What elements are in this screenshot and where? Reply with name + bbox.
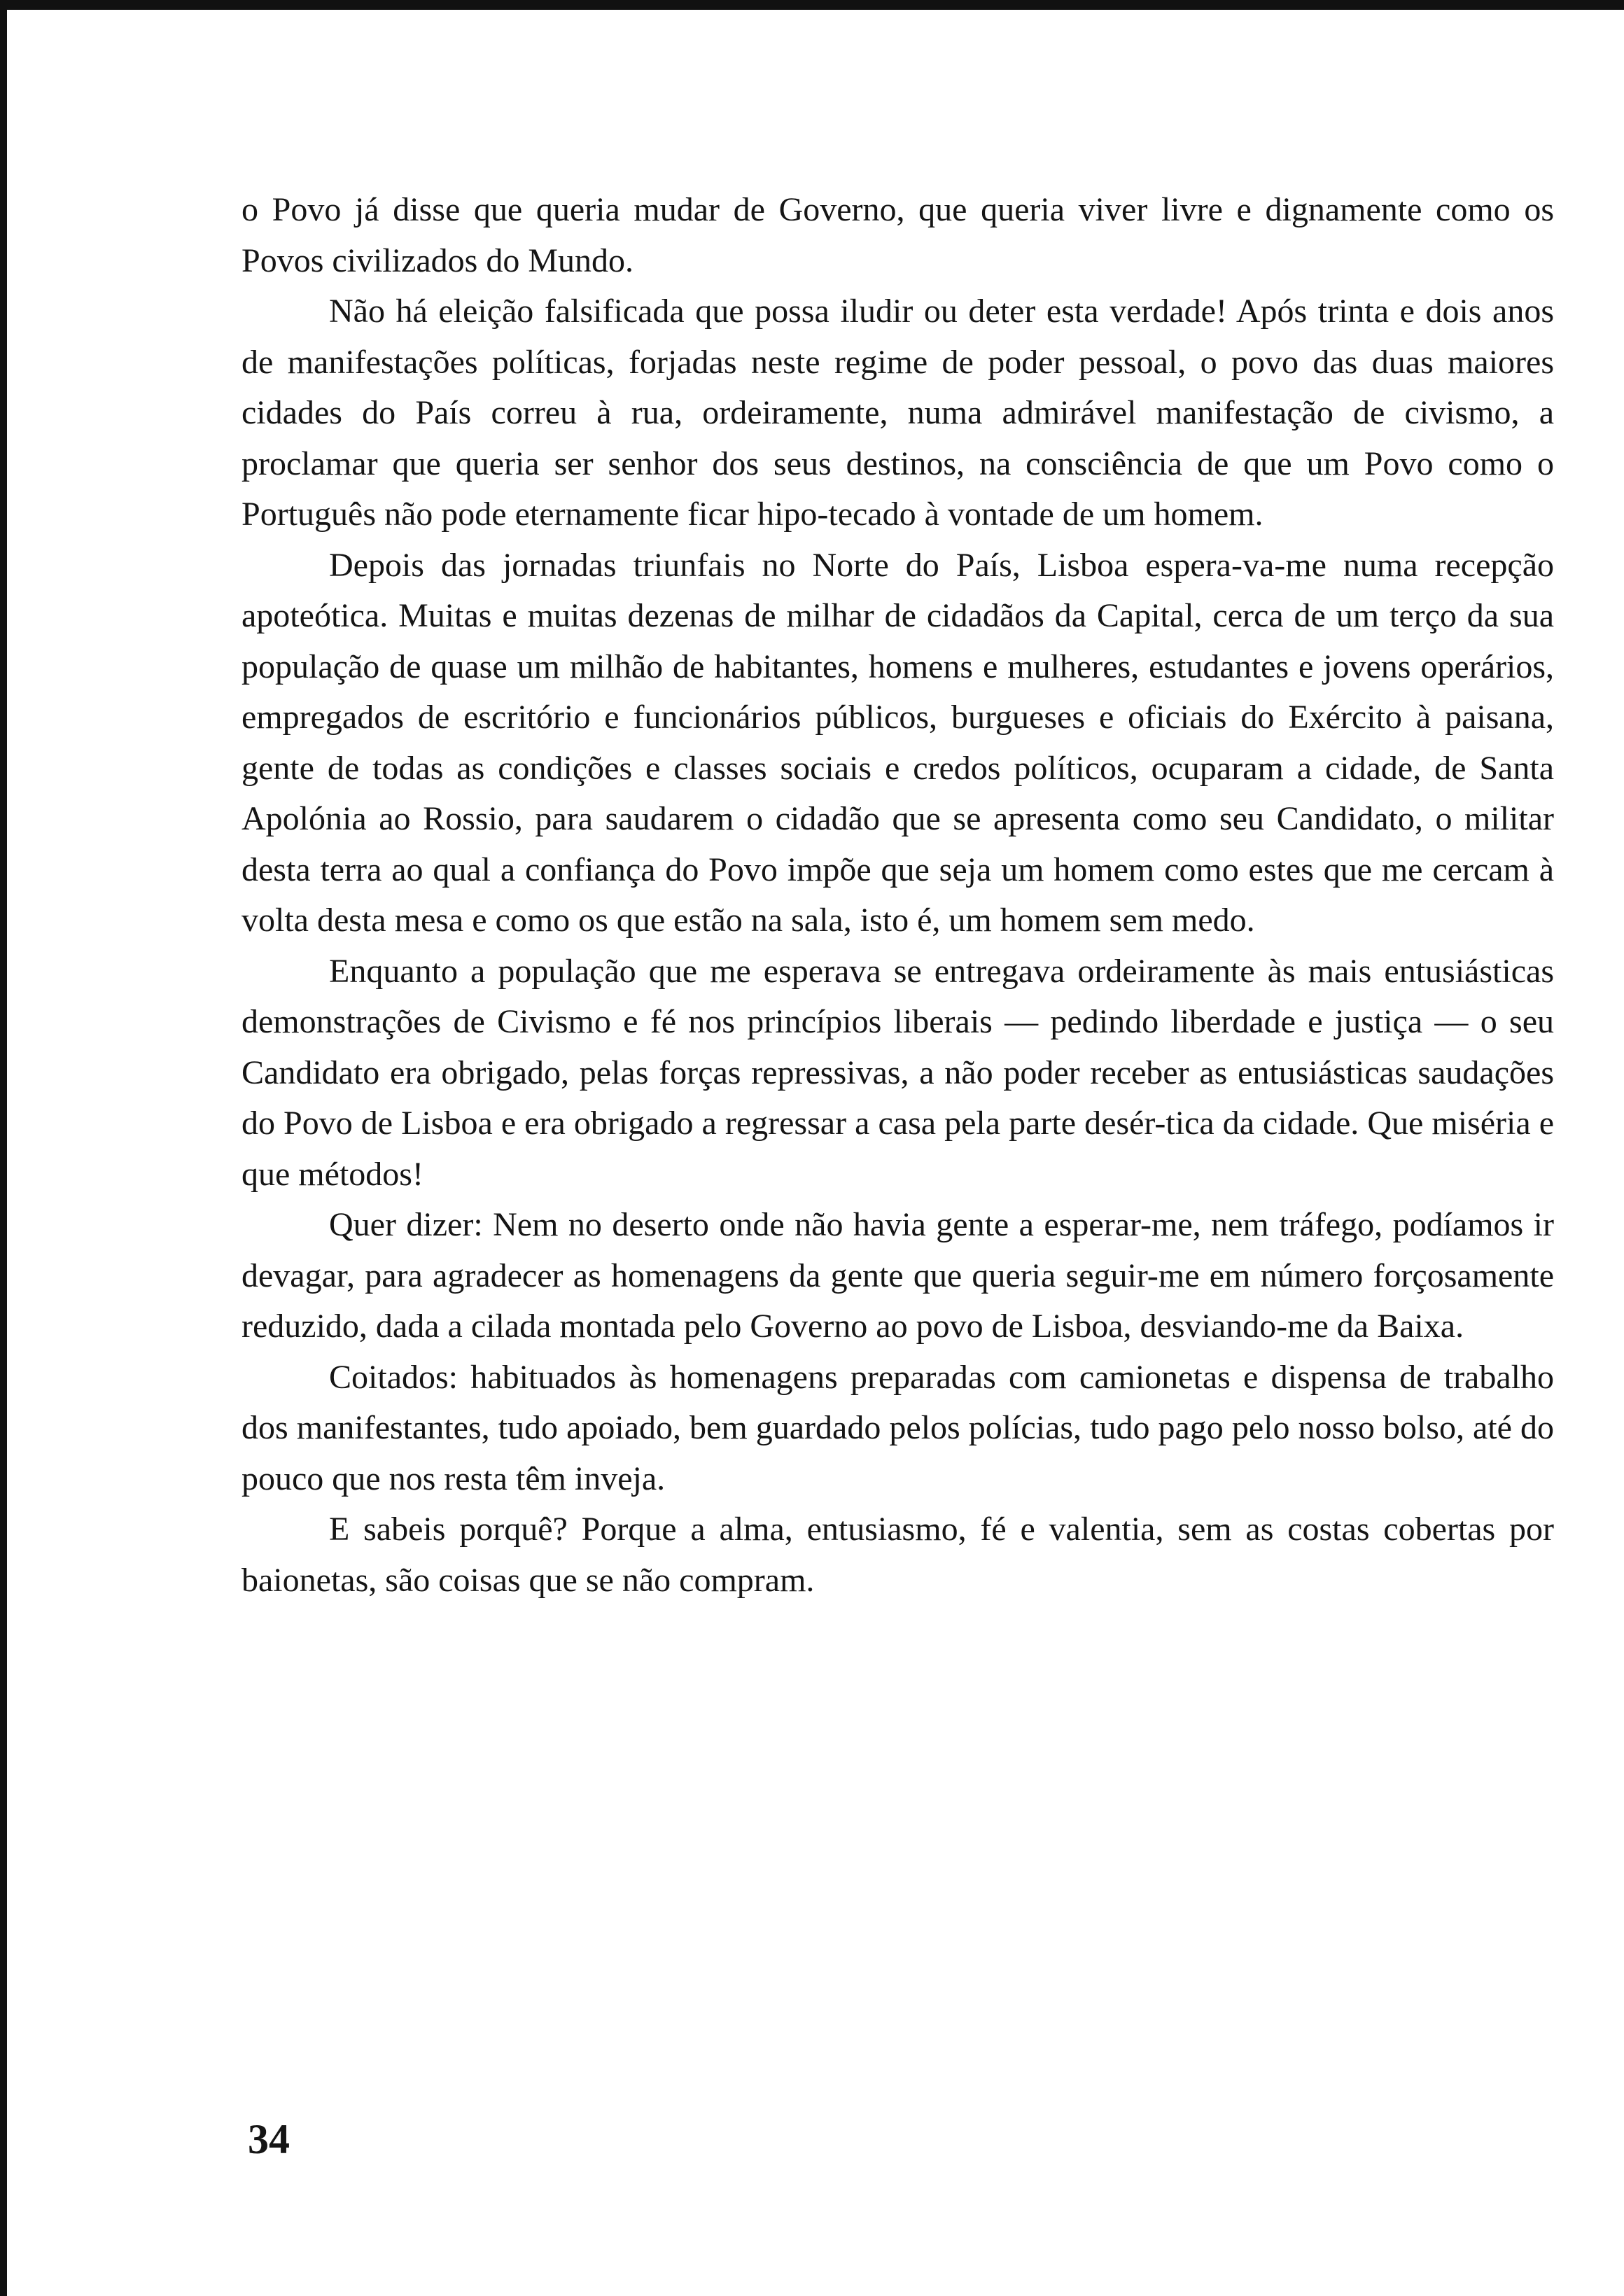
book-page [7,10,1624,2296]
paragraph-5: Quer dizer: Nem no deserto onde não havia gente a esperar-me, nem tráfego, podíamos ir devagar, para agradecer as homenagens da gente que queria seguir-me em número forçosamente reduzido, dada a cilada montada pelo Governo ao povo de Lisboa, desviando-me da Baixa. [241,1206,1554,1345]
paragraph-1: o Povo já disse que queria mudar de Governo, que queria viver livre e dignamente como os Povos civilizados do Mundo. [241,191,1554,279]
scan-border-top [0,0,1624,10]
paragraph-4: Enquanto a população que me esperava se entregava ordeiramente às mais entusiásticas demonstrações de Civismo e fé nos princípios liberais — pedindo liberdade e justiça — o seu Candidato era obrigado, pelas forças repressivas, a não poder receber as entusiásticas saudações do Povo de Lisboa e era obrigado a regressar a casa pela parte desér-tica da cidade. Que miséria e que métodos! [241,952,1554,1193]
scan-border-left [0,0,7,2296]
body-text [241,185,1554,1606]
paragraph-6: Coitados: habituados às homenagens preparadas com camionetas e dispensa de trabalho dos manifestantes, tudo apoiado, bem guardado pelos polícias, tudo pago pelo nosso bolso, até do pouco que nos resta têm inveja. [241,1358,1554,1497]
paragraph-2: Não há eleição falsificada que possa iludir ou deter esta verdade! Após trinta e dois anos de manifestações políticas, forjadas neste regime de poder pessoal, o povo das duas maiores cidades do País correu à rua, ordeiramente, numa admirável manifestação de civismo, a proclamar que queria ser senhor dos seus destinos, na consciência de que um Povo como o Português não pode eternamente ficar hipo-tecado à vontade de um homem. [241,293,1554,533]
paragraph-7: E sabeis porquê? Porque a alma, entusiasmo, fé e valentia, sem as costas cobertas por baionetas, são coisas que se não compram. [241,1511,1554,1599]
page-number: 34 [248,2116,290,2162]
paragraph-3: Depois das jornadas triunfais no Norte do País, Lisboa espera-va-me numa recepção apoteótica. Muitas e muitas dezenas de milhar de cidadãos da Capital, cerca de um terço da sua população de quase um milhão de habitantes, homens e mulheres, estudantes e jovens operários, empregados de escritório e funcionários públicos, burgueses e oficiais do Exército à paisana, gente de todas as condições e classes sociais e credos políticos, ocuparam a cidade, de Santa Apolónia ao Rossio, para saudarem o cidadão que se apresenta como seu Candidato, o militar desta terra ao qual a confiança do Povo impõe que seja um homem como estes que me cercam à volta desta mesa e como os que estão na sala, isto é, um homem sem medo. [241,546,1554,939]
